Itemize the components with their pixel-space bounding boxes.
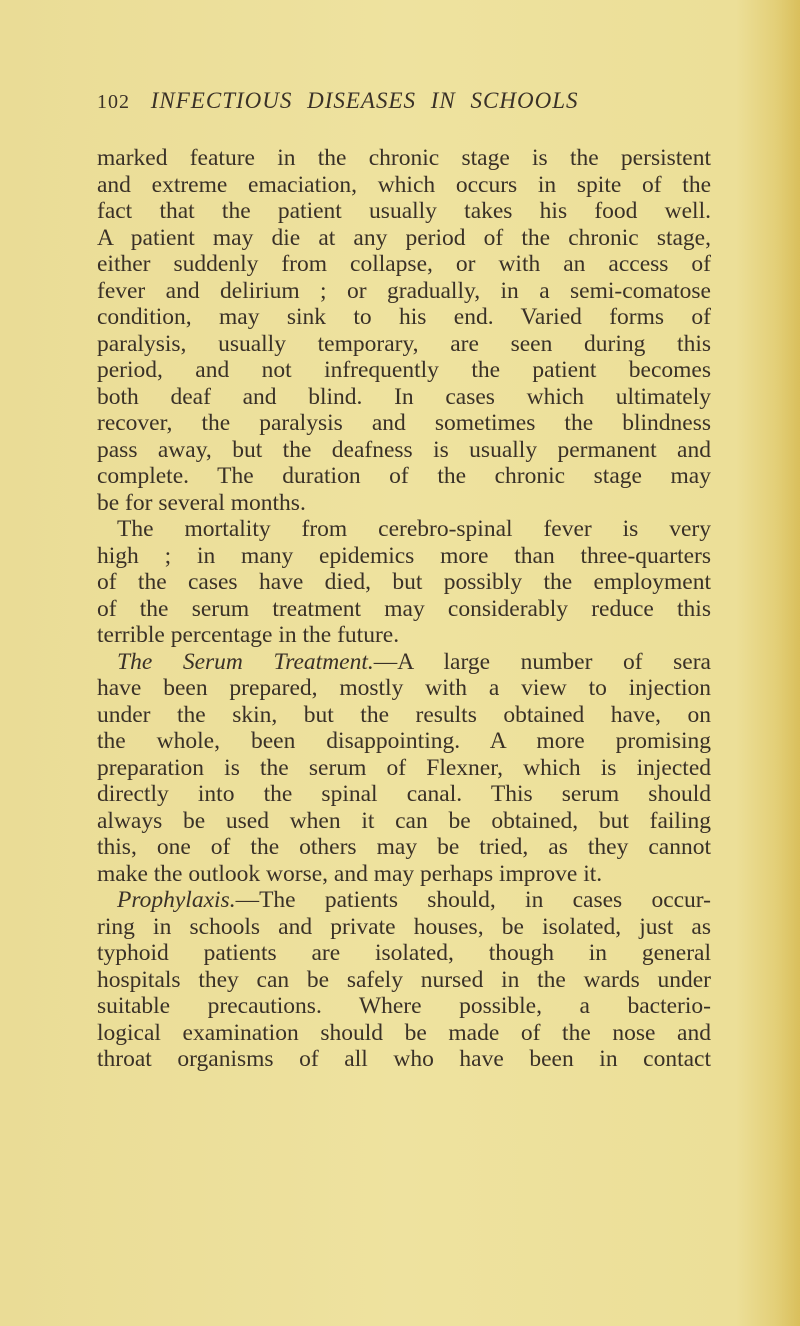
line-text: either suddenly from collapse, or with an access of (97, 251, 711, 277)
text-line (97, 914, 711, 941)
text-line (97, 437, 711, 464)
text-line (97, 755, 711, 782)
line-text: directly into the spinal canal. This serum should (97, 781, 711, 807)
text-line (97, 410, 711, 437)
line-text: under the skin, but the results obtained have, on (97, 701, 711, 728)
text-line (97, 728, 711, 755)
line-text: of the serum treatment may considerably reduce this (97, 595, 711, 622)
text-line (97, 1020, 711, 1047)
text-line (97, 1046, 711, 1073)
text-line (97, 569, 711, 596)
line-text: be for several months. (97, 489, 306, 516)
line-text: typhoid patients are isolated, though in general (97, 940, 711, 966)
line-text: paralysis, usually temporary, are seen during this (97, 330, 711, 357)
line-text: terrible percentage in the future. (97, 622, 400, 648)
line-text: recover, the paralysis and sometimes the blindness (97, 410, 711, 436)
line-text: make the outlook worse, and may perhaps improve it. (97, 860, 603, 887)
text-line (97, 198, 711, 225)
line-text: suitable precautions. Where possible, a bacterio- (97, 993, 711, 1019)
line-text: A patient may die at any period of the chronic stage, (97, 224, 711, 251)
running-header (97, 88, 657, 114)
text-line (97, 993, 711, 1020)
line-text: this, one of the others may be tried, as they cannot (97, 834, 711, 860)
section-heading: The Serum Treatment. (117, 648, 374, 675)
text-line (97, 225, 711, 252)
text-line (97, 251, 711, 278)
line-text: ring in schools and private houses, be isolated, just as (97, 913, 711, 940)
line-text: have been prepared, mostly with a view to injection (97, 675, 711, 701)
line-text: —A large number of sera (373, 648, 711, 675)
line-text: hospitals they can be safely nursed in the wards under (97, 966, 711, 993)
text-line (97, 808, 711, 835)
line-text: of the cases have died, but possibly the employment (97, 569, 711, 595)
page-number: 102 (97, 91, 130, 113)
text-line (97, 834, 711, 861)
line-text: pass away, but the deafness is usually permanent and (97, 436, 711, 463)
text-line (97, 940, 711, 967)
text-line (97, 622, 711, 649)
text-line (97, 861, 711, 888)
text-line (97, 887, 711, 914)
text-line (97, 702, 711, 729)
text-line (97, 172, 711, 199)
line-text: —The patients should, in cases occur- (235, 887, 711, 913)
text-line (97, 304, 711, 331)
text-line (97, 384, 711, 411)
section-heading: Prophylaxis. (117, 887, 236, 913)
text-line (97, 596, 711, 623)
text-line (97, 781, 711, 808)
line-text: preparation is the serum of Flexner, which is injected (97, 754, 711, 781)
line-text: throat organisms of all who have been in contact (97, 1046, 711, 1072)
text-line (97, 145, 711, 172)
line-text: fact that the patient usually takes his food well. (97, 198, 711, 224)
text-line (97, 463, 711, 490)
text-line (97, 331, 711, 358)
line-text: marked feature in the chronic stage is the persistent (97, 145, 711, 171)
text-line (97, 543, 711, 570)
running-title: INFECTIOUS DISEASES IN SCHOOLS (150, 88, 579, 113)
body-text (97, 145, 711, 1073)
line-text: fever and delirium ; or gradually, in a semi-comatose (97, 277, 711, 304)
line-text: and extreme emaciation, which occurs in spite of the (97, 171, 711, 198)
text-line (97, 675, 711, 702)
line-text: always be used when it can be obtained, but failing (97, 807, 711, 834)
text-line (97, 516, 711, 543)
text-line (97, 967, 711, 994)
text-line (97, 649, 711, 676)
line-text: period, and not infrequently the patient becomes (97, 357, 711, 383)
line-text: complete. The duration of the chronic stage may (97, 463, 711, 489)
text-line (97, 278, 711, 305)
line-text: high ; in many epidemics more than three-quarters (97, 542, 711, 569)
line-text: condition, may sink to his end. Varied forms of (97, 304, 711, 330)
text-line (97, 357, 711, 384)
line-text: logical examination should be made of the nose and (97, 1019, 711, 1046)
line-text: the whole, been disappointing. A more promising (97, 728, 711, 754)
line-text: The mortality from cerebro-spinal fever is very (117, 516, 711, 542)
text-line (97, 490, 711, 517)
line-text: both deaf and blind. In cases which ultimately (97, 383, 711, 410)
